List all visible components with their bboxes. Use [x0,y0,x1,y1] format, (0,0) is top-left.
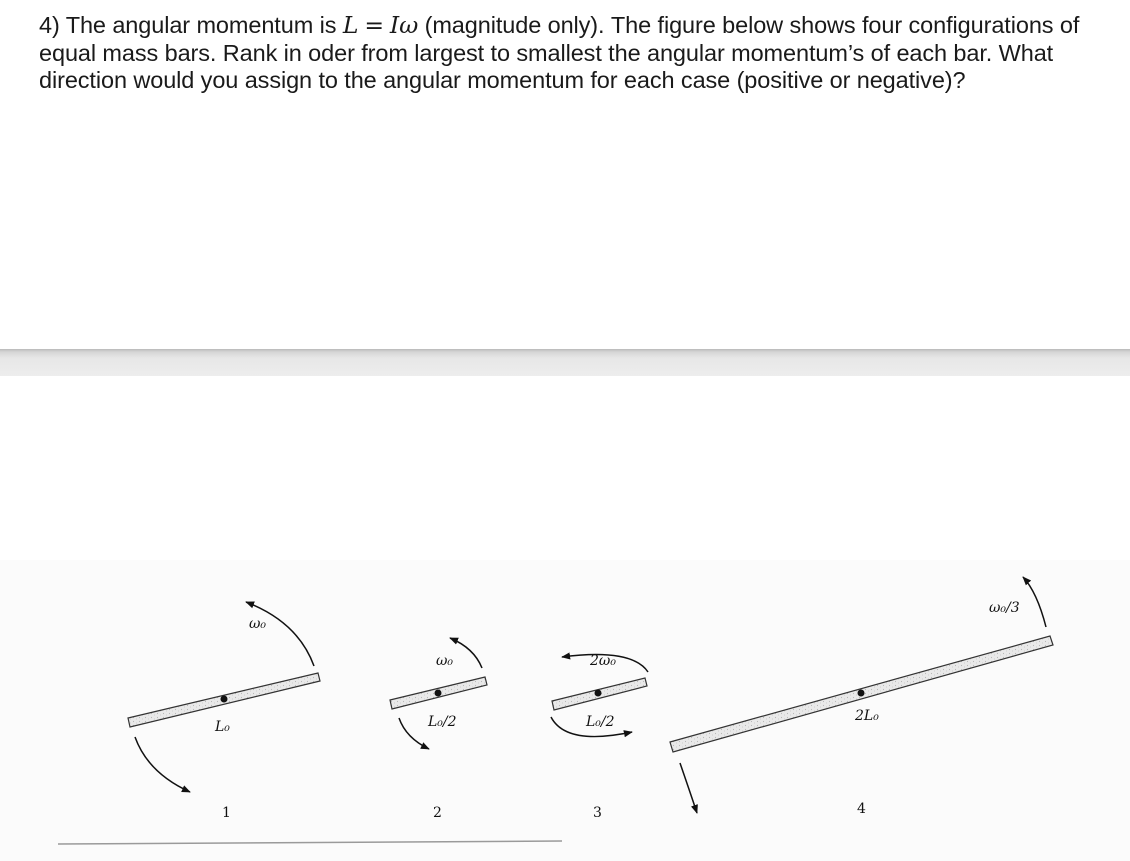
bar-2-omega-label: ω₀ [436,653,454,669]
bar-3-omega-label: 2ω₀ [590,653,616,669]
bar-2-length-label: L₀/2 [428,714,457,730]
bar-3-pivot [595,690,602,697]
bar-1-number: 1 [222,805,231,821]
bar-2-pivot [435,690,442,697]
math-lhs: L [342,11,359,39]
bar-4-omega-label: ω₀/3 [989,600,1020,616]
bar-4-rotation-arrow-lower [680,763,697,813]
bar-2-rotation-arrow-lower [399,718,429,749]
bar-4-length-label: 2L₀ [855,708,879,724]
bar-1-length-label: L₀ [215,719,230,735]
figure [0,560,1130,861]
bar-3-number: 3 [593,805,602,821]
section-divider [0,349,1130,376]
bar-3 [551,653,648,821]
bar-1-rotation-arrow-lower [135,737,190,792]
bar-1-pivot [221,696,228,703]
bar-1 [128,602,320,821]
figure-drawing [0,560,1130,861]
bar-2 [390,638,487,821]
bar-1-rotation-arrow-upper [246,602,314,666]
bar-2-rotation-arrow-upper [450,638,482,668]
question-suffix: (magnitude only). The figure below shows four configurations of equal mass bars. Rank in oder from largest to smallest the angular momentum’s of each bar. What direction would you assign to the angular momentum for each case (positive or negative)? [39,12,1080,93]
bar-4-pivot [858,690,865,697]
question-text [39,12,1109,95]
bar-3-length-label: L₀/2 [586,714,615,730]
bar-4 [670,577,1053,817]
math-equals: = [364,11,384,39]
bar-2-number: 2 [433,805,442,821]
bar-4-rotation-arrow-upper [1023,577,1046,627]
bar-4-number: 4 [857,801,866,817]
bar-1-omega-label: ω₀ [249,616,267,632]
question-prefix: 4) The angular momentum is [39,12,343,38]
figure-bottom-rule [58,841,562,844]
math-rhs: Iω [389,11,419,39]
